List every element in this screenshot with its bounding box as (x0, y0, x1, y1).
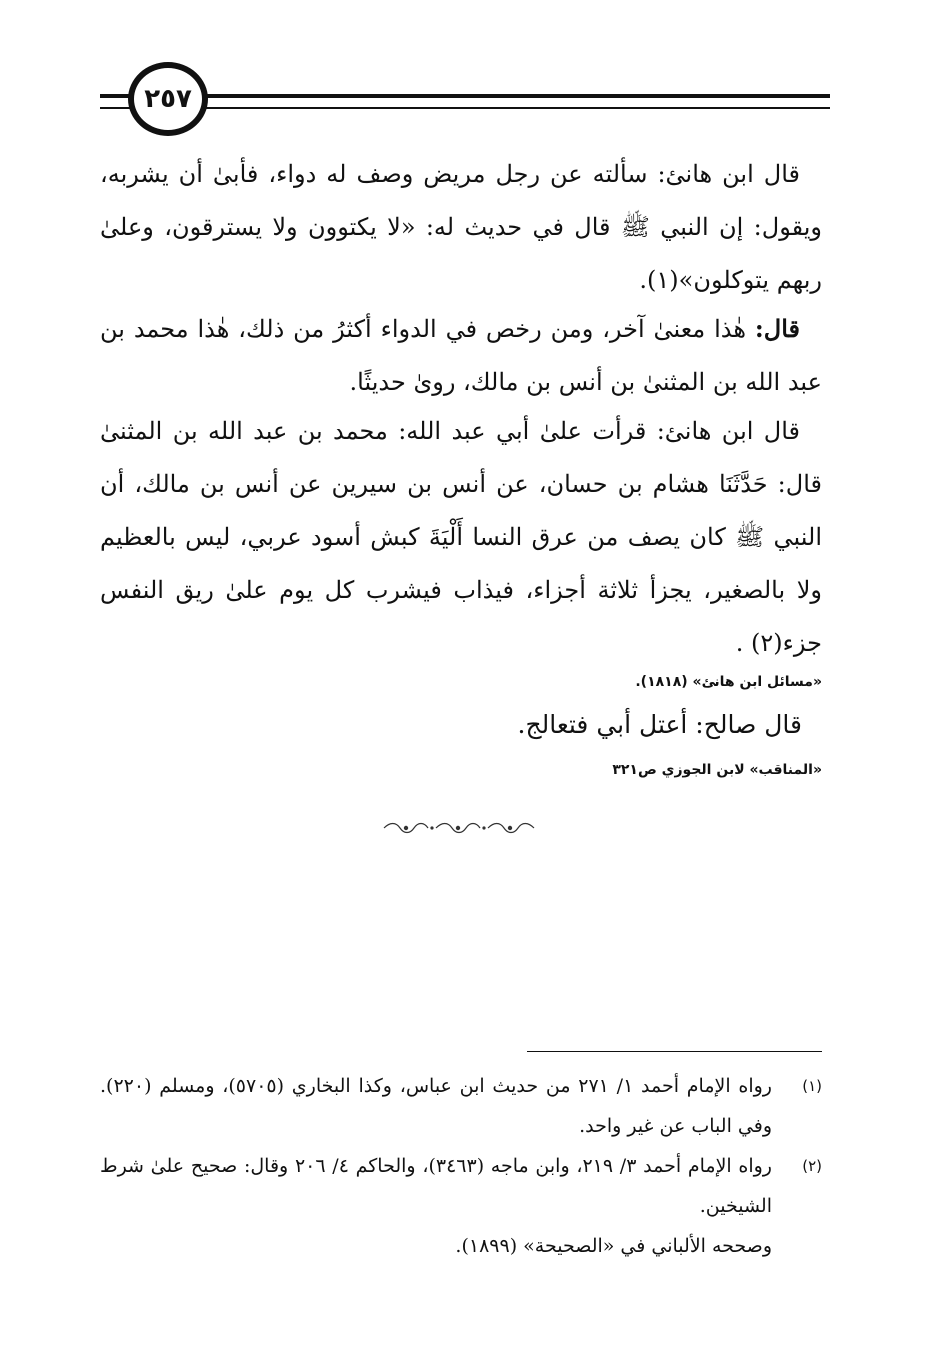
ornament-divider (380, 818, 540, 838)
footnote-continuation: وصححه الألباني في «الصحيحة» (١٨٩٩). (455, 1235, 772, 1257)
footnote-text: رواه الإمام أحمد ١/ ٢٧١ من حديث ابن عباس، وكذا البخاري (٥٧٠٥)، ومسلم (٢٢٠). وفي الباب عن غير واحد. (100, 1075, 772, 1137)
footnote-number: (١) (802, 1077, 822, 1095)
paragraph-ibn-hani-2 (100, 405, 822, 670)
header-rule (100, 94, 830, 109)
paragraph-text: قال ابن هانئ: قرأت علىٰ أبي عبد الله: محمد بن عبد الله بن المثنىٰ قال: حَدَّثَنَا هشام بن حسان، عن أنس بن سيرين عن أنس بن مالك، أن النبي ﷺ كان يصف من عرق النسا أَلْيَةَ كبش أسود عربي، ليس بالعظيم ولا بالصغير، يجزأ ثلاثة أجزاء، فيذاب فيشرب كل يوم علىٰ ريق النفس جزء(٢) . (100, 417, 822, 657)
footnote-text: رواه الإمام أحمد ٣/ ٢١٩، وابن ماجه (٣٤٦٣)، والحاكم ٤/ ٢٠٦ وقال: صحيح علىٰ شرط الشيخين. (100, 1155, 772, 1217)
footnote (100, 1146, 822, 1226)
page-number: ٢٥٧ (144, 84, 192, 114)
paragraph-saleh: قال صالح: أعتل أبي فتعالج. (517, 710, 802, 739)
paragraph-lead: قال: (754, 314, 800, 343)
footnotes (100, 1066, 822, 1266)
source-citation: «المناقب» لابن الجوزي ص٣٢١ (612, 762, 822, 778)
paragraph-text: قال ابن هانئ: سألته عن رجل مريض وصف له دواء، فأبىٰ أن يشربه، ويقول: إن النبي ﷺ قال في حديث له: «لا يكتوون ولا يسترقون، وعلىٰ ربهم يتوكلون»(١). (100, 160, 822, 294)
footnote-separator (527, 1051, 822, 1052)
source-citation: «مسائل ابن هانئ» (١٨١٨). (635, 674, 822, 690)
page-number-badge (128, 62, 208, 136)
paragraph-qala (100, 302, 822, 409)
paragraph-text: هٰذا معنىٰ آخر، ومن رخص في الدواء أكثرُ من ذلك، هٰذا محمد بن عبد الله بن المثنىٰ بن أنس بن مالك، روىٰ حديثًا. (100, 315, 822, 396)
footnote (100, 1066, 822, 1146)
paragraph-ibn-hani-1 (100, 148, 822, 307)
footnote-number: (٢) (802, 1157, 822, 1175)
